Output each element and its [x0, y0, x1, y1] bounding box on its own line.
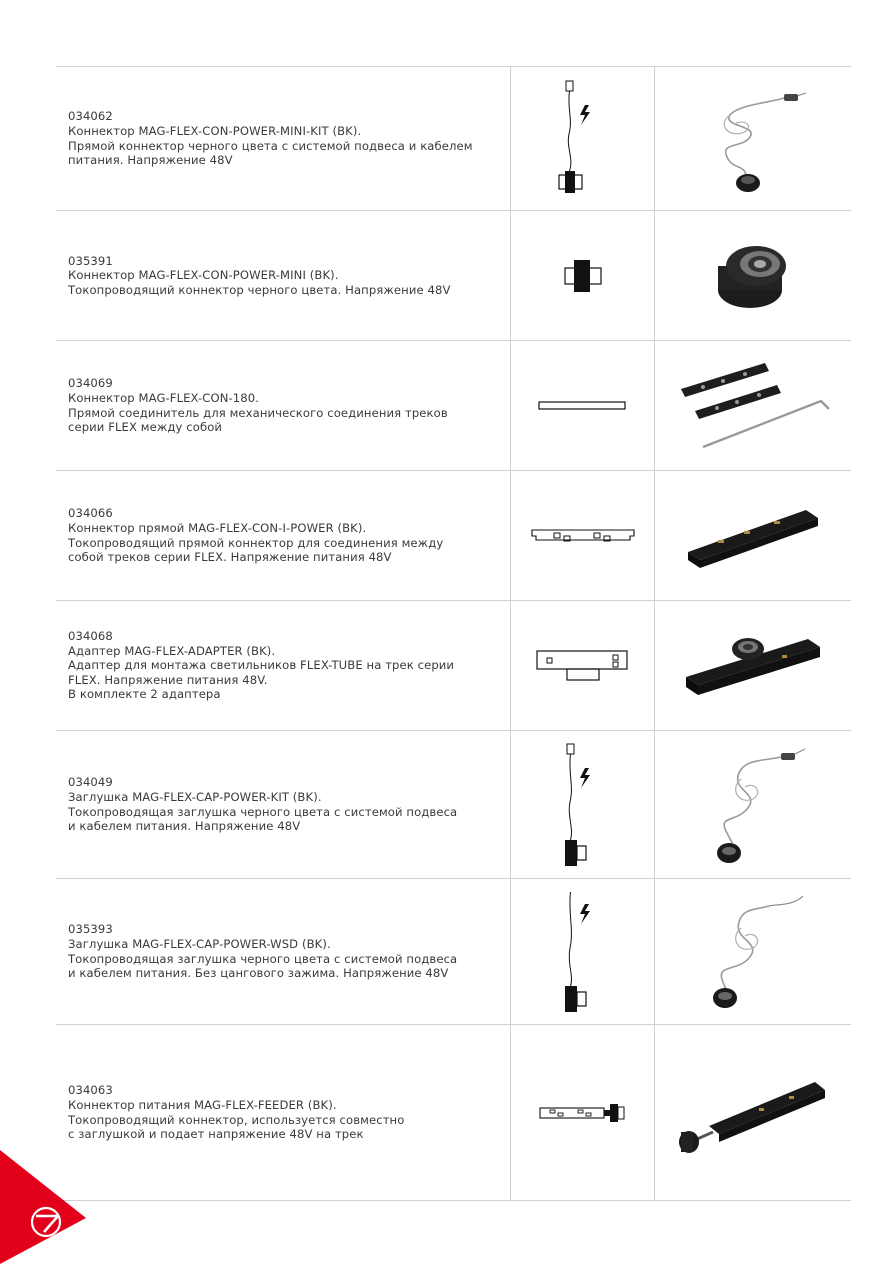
product-row	[56, 471, 851, 601]
product-name: Адаптер MAG-FLEX-ADAPTER (BK).	[68, 643, 276, 658]
product-name: Коннектор прямой MAG-FLEX-CON-I-POWER (BK).	[68, 520, 367, 535]
scheme-feeder-drawing	[538, 1101, 628, 1125]
product-text	[56, 67, 511, 210]
scheme-cap-wsd-drawing	[563, 890, 603, 1014]
photo-adapter	[678, 621, 828, 711]
brand-logo-icon	[0, 1150, 90, 1264]
product-code: 035393	[68, 922, 113, 937]
scheme-straight-joint-drawing	[537, 399, 629, 413]
product-scheme	[511, 879, 655, 1024]
product-text	[56, 341, 511, 470]
product-code: 035391	[68, 253, 113, 268]
product-name: Заглушка MAG-FLEX-CAP-POWER-KIT (BK).	[68, 789, 322, 804]
product-scheme	[511, 1025, 655, 1200]
product-scheme	[511, 601, 655, 730]
product-row	[56, 211, 851, 341]
photo-power-connector	[678, 496, 828, 576]
product-photo	[655, 341, 851, 470]
product-text	[56, 211, 511, 340]
product-row	[56, 1025, 851, 1201]
product-photo	[655, 731, 851, 878]
scheme-cap-kit-drawing	[563, 742, 603, 868]
product-row	[56, 731, 851, 879]
product-scheme	[511, 341, 655, 470]
product-scheme	[511, 211, 655, 340]
product-photo	[655, 67, 851, 210]
photo-straight-joint	[673, 361, 833, 451]
product-description: серии FLEX между собой	[68, 420, 223, 435]
product-scheme	[511, 471, 655, 600]
photo-feeder	[673, 1068, 833, 1158]
product-photo	[655, 471, 851, 600]
product-description: Адаптер для монтажа светильников FLEX-TUBE на трек серии	[68, 658, 455, 673]
product-name: Заглушка MAG-FLEX-CAP-POWER-WSD (BK).	[68, 936, 331, 951]
product-text	[56, 731, 511, 878]
product-photo	[655, 879, 851, 1024]
product-row	[56, 601, 851, 731]
product-code: 034049	[68, 775, 113, 790]
product-description: Прямой коннектор черного цвета с системой подвеса и кабелем	[68, 138, 473, 153]
product-description: и кабелем питания. Без цангового зажима. Напряжение 48V	[68, 966, 449, 981]
product-row	[56, 879, 851, 1025]
photo-connector-kit	[688, 79, 818, 199]
product-description: Токопроводящий коннектор, используется совместно	[68, 1112, 405, 1127]
product-description: Прямой соединитель для механического соединения треков	[68, 405, 448, 420]
product-name: Коннектор питания MAG-FLEX-FEEDER (BK).	[68, 1097, 337, 1112]
photo-connector-mini	[698, 226, 808, 326]
product-code: 034066	[68, 506, 113, 521]
product-row	[56, 341, 851, 471]
product-scheme	[511, 67, 655, 210]
product-photo	[655, 601, 851, 730]
product-code: 034069	[68, 376, 113, 391]
product-text	[56, 1025, 511, 1200]
product-table	[56, 66, 851, 1201]
product-text	[56, 601, 511, 730]
product-description: В комплекте 2 адаптера	[68, 687, 221, 702]
scheme-connector-kit-drawing	[553, 79, 613, 199]
product-photo	[655, 1025, 851, 1200]
photo-cap-wsd	[693, 892, 813, 1012]
product-description: FLEX. Напряжение питания 48V.	[68, 672, 268, 687]
product-description: Токопроводящий коннектор черного цвета. Напряжение 48V	[68, 282, 451, 297]
product-photo	[655, 211, 851, 340]
product-description: и кабелем питания. Напряжение 48V	[68, 819, 301, 834]
product-code: 034068	[68, 629, 113, 644]
scheme-power-connector-drawing	[530, 526, 636, 546]
scheme-connector-mini-drawing	[563, 258, 603, 294]
product-description: Токопроводящая заглушка черного цвета с системой подвеса	[68, 951, 458, 966]
product-code: 034062	[68, 109, 113, 124]
product-name: Коннектор MAG-FLEX-CON-POWER-MINI (BK).	[68, 268, 339, 283]
product-description: собой треков серии FLEX. Напряжение питания 48V	[68, 550, 392, 565]
photo-cap-kit	[693, 745, 813, 865]
product-code: 034063	[68, 1083, 113, 1098]
product-description: Токопроводящий прямой коннектор для соединения между	[68, 535, 444, 550]
product-name: Коннектор MAG-FLEX-CON-POWER-MINI-KIT (BK).	[68, 123, 362, 138]
product-description: питания. Напряжение 48V	[68, 153, 233, 168]
scheme-adapter-drawing	[535, 649, 631, 683]
product-description: с заглушкой и подает напряжение 48V на трек	[68, 1127, 364, 1142]
product-text	[56, 879, 511, 1024]
product-scheme	[511, 731, 655, 878]
product-row	[56, 67, 851, 211]
product-description: Токопроводящая заглушка черного цвета с системой подвеса	[68, 804, 458, 819]
product-name: Коннектор MAG-FLEX-CON-180.	[68, 390, 260, 405]
product-text	[56, 471, 511, 600]
